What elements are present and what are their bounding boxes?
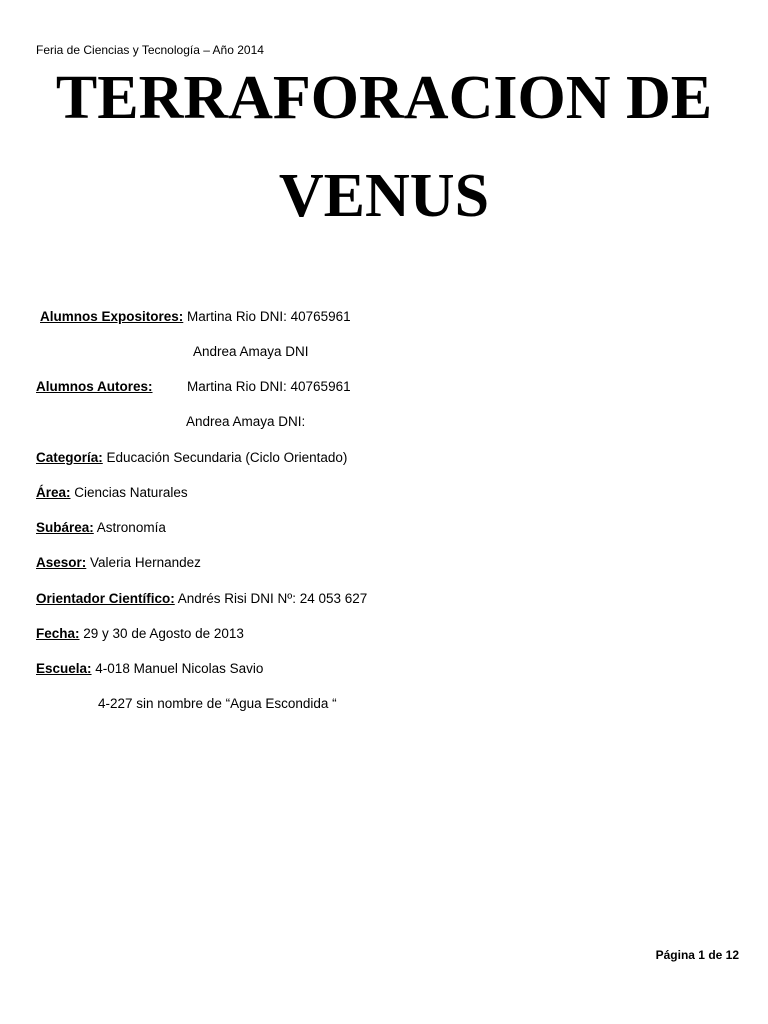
escuela-value-1: 4-018 Manuel Nicolas Savio bbox=[95, 661, 264, 676]
fecha-row bbox=[36, 626, 244, 641]
area-row bbox=[36, 485, 188, 500]
autores-label: Alumnos Autores: bbox=[36, 379, 153, 394]
asesor-label: Asesor: bbox=[36, 555, 87, 570]
document-header: Feria de Ciencias y Tecnología – Año 2014 bbox=[36, 43, 264, 57]
orientador-label: Orientador Científico: bbox=[36, 591, 175, 606]
autores-value-2: Andrea Amaya DNI: bbox=[186, 414, 306, 429]
categoria-row bbox=[36, 450, 347, 465]
orientador-row bbox=[36, 591, 367, 606]
orientador-value: Andrés Risi DNI Nº: 24 053 627 bbox=[177, 591, 368, 606]
categoria-label: Categoría: bbox=[36, 450, 103, 465]
expositores-row bbox=[40, 309, 351, 324]
escuela-row bbox=[36, 661, 263, 676]
fecha-label: Fecha: bbox=[36, 626, 80, 641]
expositores-value-2: Andrea Amaya DNI bbox=[193, 344, 309, 359]
escuela-value-2: 4-227 sin nombre de “Agua Escondida “ bbox=[98, 696, 337, 711]
asesor-value: Valeria Hernandez bbox=[90, 555, 201, 570]
document-title-line-2: VENUS bbox=[278, 162, 490, 230]
document-title-line-1: TERRAFORACION DE bbox=[55, 64, 713, 132]
area-label: Área: bbox=[36, 485, 71, 500]
page-number: Página 1 de 12 bbox=[655, 948, 739, 962]
subarea-row bbox=[36, 520, 166, 535]
asesor-row bbox=[36, 555, 201, 570]
subarea-value: Astronomía bbox=[96, 520, 166, 535]
autores-value-1: Martina Rio DNI: 40765961 bbox=[187, 379, 351, 394]
area-value: Ciencias Naturales bbox=[74, 485, 188, 500]
fecha-value: 29 y 30 de Agosto de 2013 bbox=[83, 626, 244, 641]
escuela-label: Escuela: bbox=[36, 661, 92, 676]
expositores-label: Alumnos Expositores: bbox=[40, 309, 184, 324]
autores-row bbox=[36, 379, 153, 394]
subarea-label: Subárea: bbox=[36, 520, 94, 535]
expositores-value-1: Martina Rio DNI: 40765961 bbox=[187, 309, 351, 324]
categoria-value: Educación Secundaria (Ciclo Orientado) bbox=[106, 450, 348, 465]
